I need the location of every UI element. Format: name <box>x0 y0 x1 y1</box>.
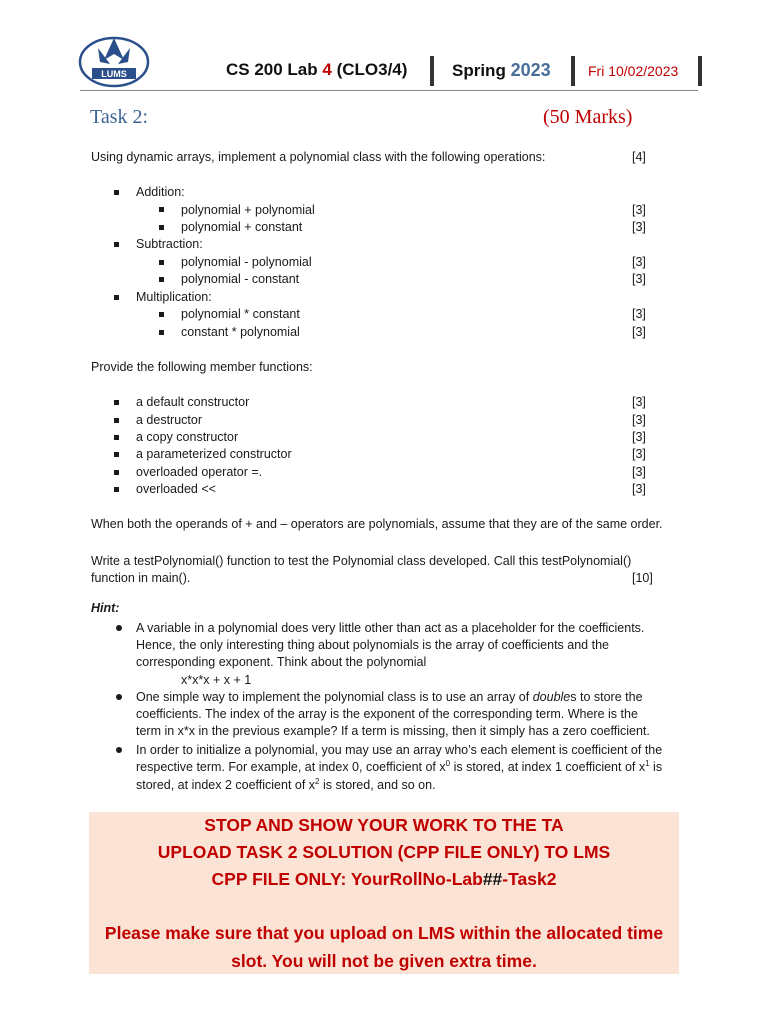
course-suffix: (CLO3/4) <box>331 60 408 79</box>
notice-line: STOP AND SHOW YOUR WORK TO THE TA <box>204 815 564 835</box>
lab-number: 4 <box>322 60 332 79</box>
bullet <box>114 295 119 300</box>
hint1-line: corresponding exponent. Think about the polynomial <box>136 655 427 669</box>
bullet <box>114 487 119 492</box>
member-item: a copy constructor <box>136 430 239 444</box>
hint2-text: s to store the <box>570 690 643 704</box>
task-title: Task 2: <box>90 106 149 128</box>
hint3-line: In order to initialize a polynomial, you may use an array who’s each element is coefficient of the <box>136 743 663 757</box>
member-marks: [3] <box>632 430 646 444</box>
op-item: polynomial - polynomial <box>181 255 312 269</box>
bullet <box>116 625 122 631</box>
header-divider <box>430 56 434 86</box>
members-intro: Provide the following member functions: <box>91 360 313 374</box>
header-divider <box>571 56 575 86</box>
hint2-line: term in x*x in the previous example? If a term is missing, then it simply has a zero coefficient. <box>136 724 650 738</box>
bullet <box>159 260 164 265</box>
notice-filename <box>89 869 679 890</box>
hint1-line: Hence, the only interesting thing about polynomials is the array of coefficients and the <box>136 638 609 652</box>
op-item-marks: [3] <box>632 203 646 217</box>
hint3-line <box>136 777 436 794</box>
bullet <box>159 207 164 212</box>
bullet <box>114 400 119 405</box>
hint3-text: is <box>649 760 663 774</box>
op-item-marks: [3] <box>632 220 646 234</box>
header-divider <box>698 56 702 86</box>
bullet <box>114 242 119 247</box>
notice-placeholder: ## <box>482 869 503 889</box>
notice-text: -Task2 <box>502 869 557 889</box>
test-line-2: function in main(). <box>91 571 191 585</box>
term: Spring <box>452 61 511 80</box>
op-item: polynomial + constant <box>181 220 303 234</box>
op-addition: Addition: <box>136 185 185 199</box>
notice-line: UPLOAD TASK 2 SOLUTION (CPP FILE ONLY) TO LMS <box>157 842 611 862</box>
hint3-text: stored, at index 2 coefficient of x <box>136 778 316 792</box>
op-item: polynomial + polynomial <box>181 203 315 217</box>
op-item: polynomial - constant <box>181 272 300 286</box>
bullet <box>114 435 119 440</box>
logo-text: LUMS <box>101 69 127 79</box>
op-item-marks: [3] <box>632 325 646 339</box>
term-label <box>452 60 551 81</box>
member-item: a destructor <box>136 413 203 427</box>
member-marks: [3] <box>632 447 646 461</box>
op-item-marks: [3] <box>632 307 646 321</box>
member-marks: [3] <box>632 395 646 409</box>
hint-label: Hint: <box>91 601 120 615</box>
bullet <box>159 277 164 282</box>
hint3-text: is stored, and so on. <box>319 778 436 792</box>
lab-date: Fri 10/02/2023 <box>588 63 679 79</box>
superscript: 0 <box>445 758 451 768</box>
hint1-polynomial: x*x*x + x + 1 <box>181 673 252 687</box>
member-item: overloaded operator =. <box>136 465 263 479</box>
member-item: overloaded << <box>136 482 216 496</box>
bullet <box>114 452 119 457</box>
year: 2023 <box>510 60 551 80</box>
op-item-marks: [3] <box>632 255 646 269</box>
hint2-text: One simple way to implement the polynomial class is to use an array of <box>136 690 533 704</box>
op-multiplication: Multiplication: <box>136 290 212 304</box>
hint1-line: A variable in a polynomial does very little other than act as a placeholder for the coefficients. <box>136 621 645 635</box>
bullet <box>114 470 119 475</box>
hint3-line <box>136 759 662 776</box>
bullet <box>114 190 119 195</box>
bullet <box>116 694 122 700</box>
operands-note: When both the operands of + and – operators are polynomials, assume that they are of the same order. <box>91 517 663 531</box>
op-item-marks: [3] <box>632 272 646 286</box>
notice-box <box>89 812 679 974</box>
course-title <box>226 60 407 80</box>
superscript: 2 <box>315 776 320 786</box>
task-marks: (50 Marks) <box>543 106 633 128</box>
notice-line: Please make sure that you upload on LMS within the allocated time <box>104 923 664 943</box>
member-marks: [3] <box>632 465 646 479</box>
member-marks: [3] <box>632 482 646 496</box>
bullet <box>159 312 164 317</box>
intro-marks: [4] <box>632 150 646 164</box>
member-item: a default constructor <box>136 395 250 409</box>
bullet <box>114 418 119 423</box>
header-rule <box>80 90 698 91</box>
superscript: 1 <box>645 758 650 768</box>
bullet <box>159 330 164 335</box>
hint2-line <box>136 689 643 706</box>
op-item: polynomial * constant <box>181 307 300 321</box>
course-prefix: CS 200 Lab <box>226 60 323 79</box>
notice-line: slot. You will not be given extra time. <box>231 951 537 971</box>
hint3-text: respective term. For example, at index 0, coefficient of x <box>136 760 446 774</box>
member-item: a parameterized constructor <box>136 447 292 461</box>
hint2-emphasis: double <box>532 690 571 704</box>
notice-text: CPP FILE ONLY: YourRollNo-Lab <box>211 869 483 889</box>
op-subtraction: Subtraction: <box>136 237 203 251</box>
test-marks: [10] <box>632 571 653 585</box>
test-line-1: Write a testPolynomial() function to test the Polynomial class developed. Call this testPolynomial() <box>91 554 632 568</box>
member-marks: [3] <box>632 413 646 427</box>
bullet <box>159 225 164 230</box>
bullet <box>116 747 122 753</box>
op-item: constant * polynomial <box>181 325 300 339</box>
hint3-text: is stored, at index 1 coefficient of x <box>450 760 646 774</box>
hint2-line: coefficients. The index of the array is the exponent of the corresponding term. Where is the <box>136 707 638 721</box>
lums-logo <box>78 30 150 88</box>
intro-text: Using dynamic arrays, implement a polynomial class with the following operations: <box>91 150 546 164</box>
